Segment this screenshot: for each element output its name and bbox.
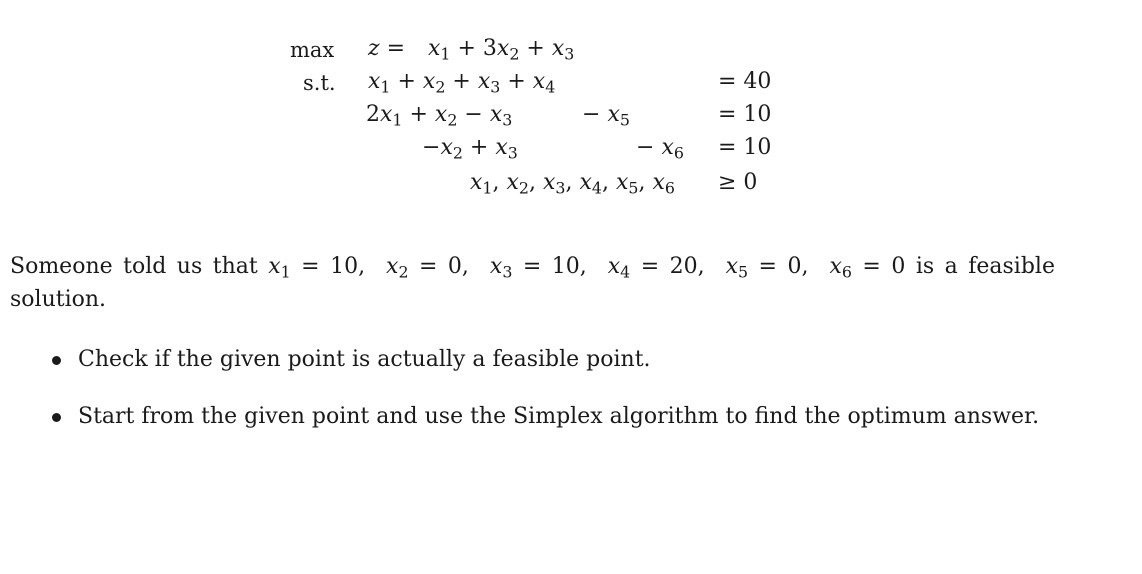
max-label: max xyxy=(290,38,335,62)
given-point: $x_1 = 10$, $x_2 = 0$, $x_3 = 10$, $x_4 = 20$, $x_5 = 0$, $x_6 = 0$ xyxy=(268,254,916,282)
statement-intro: Someone told us that xyxy=(10,254,258,279)
constraint-3-rel: = 10 xyxy=(718,135,772,160)
constraint-2-lhs: $2x_1 + x_2 - x_3$ xyxy=(366,102,513,130)
constraint-3-slack: − $x_6$ xyxy=(636,135,684,163)
statement-tail: is a feasible solution. xyxy=(10,254,1055,312)
constraint-1-rel: = 40 xyxy=(718,69,772,94)
bullet-icon xyxy=(52,413,61,422)
linear-program xyxy=(0,0,1142,210)
task-text: Start from the given point and use the Simplex algorithm to find the optimum answer. xyxy=(78,404,1040,429)
task-list xyxy=(50,343,1052,457)
objective-rhs: $x_1 + 3x_2 + x_3$ xyxy=(428,36,575,64)
task-text: Check if the given point is actually a feasible point. xyxy=(78,347,651,372)
constraint-2-rel: = 10 xyxy=(718,102,772,127)
nonnegativity-vars: $x_1$, $x_2$, $x_3$, $x_4$, $x_5$, $x_6$ xyxy=(470,170,675,198)
task-item-simplex xyxy=(50,400,1052,433)
nonnegativity-rel: ≥ 0 xyxy=(718,170,758,195)
constraint-2-slack: − $x_5$ xyxy=(582,102,630,130)
constraint-3-lhs: $-x_2 + x_3$ xyxy=(422,135,518,163)
constraint-1-lhs: $x_1 + x_2 + x_3 + x_4$ xyxy=(368,69,556,97)
problem-statement xyxy=(10,250,1055,316)
bullet-icon xyxy=(52,356,61,365)
task-item-check-feasible xyxy=(50,343,1052,376)
st-label: s.t. xyxy=(303,71,336,95)
objective-lhs: z = xyxy=(368,36,406,61)
